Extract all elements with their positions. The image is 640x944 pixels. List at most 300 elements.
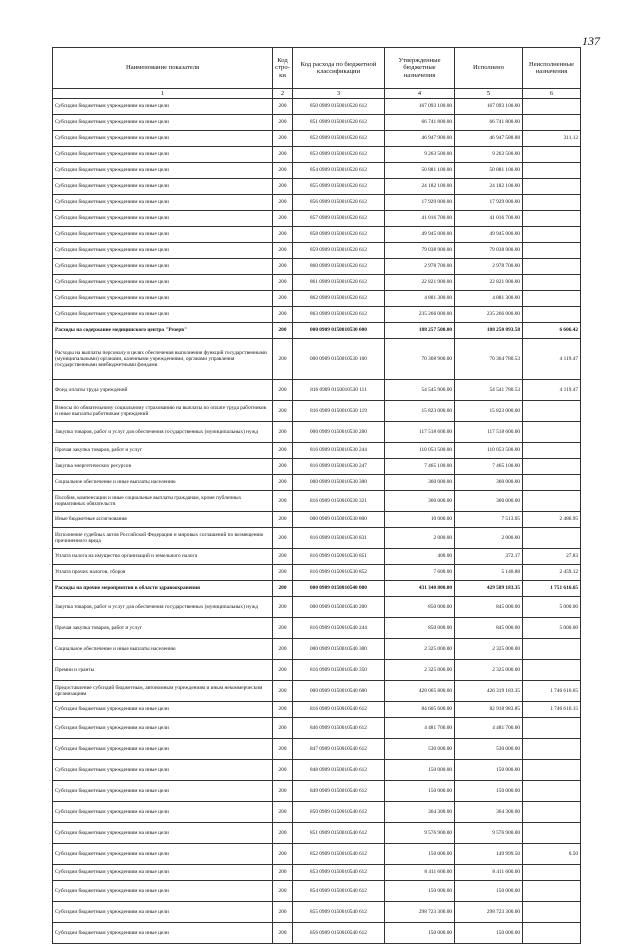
row-approved-cell: 15 823 000.00 [385, 401, 455, 422]
row-name-cell: Субсидии бюджетным учреждениям на иные цели [53, 781, 273, 802]
row-code-cell: 852 0909 0150010520 612 [293, 131, 385, 147]
table-row [53, 275, 581, 291]
row-approved-cell: 54 545 900.00 [385, 380, 455, 401]
row-executed-cell: 360 000.00 [455, 491, 523, 512]
row-code-cell: 816 0909 0150010530 851 [293, 549, 385, 565]
row-approved-cell: 4 481 700.00 [385, 718, 455, 739]
column-number: 3 [293, 89, 385, 99]
row-executed-cell: 82 918 983.85 [455, 702, 523, 718]
row-code-cell: 000 0909 0150010540 200 [293, 597, 385, 618]
table-row [53, 639, 581, 660]
column-number-row [53, 89, 581, 99]
row-executed-cell: 298 723 300.00 [455, 902, 523, 923]
row-executed-cell: 46 947 588.88 [455, 131, 523, 147]
row-name-cell: Субсидии бюджетным учреждениям на иные цели [53, 211, 273, 227]
table-row [53, 401, 581, 422]
row-line-cell: 200 [273, 401, 293, 422]
row-remaining-cell: 6 606.42 [523, 323, 581, 339]
row-line-cell: 200 [273, 760, 293, 781]
table-row [53, 660, 581, 681]
row-executed-cell: 117 518 600.00 [455, 422, 523, 443]
table-body [53, 99, 581, 944]
row-code-cell: 848 0909 0150010540 612 [293, 760, 385, 781]
row-name-cell: Субсидии бюджетным учреждениям на иные цели [53, 147, 273, 163]
row-code-cell: 816 0909 0150010530 852 [293, 565, 385, 581]
row-executed-cell: 2 325 000.00 [455, 660, 523, 681]
row-approved-cell: 70 368 900.00 [385, 339, 455, 380]
row-line-cell: 200 [273, 163, 293, 179]
row-line-cell: 200 [273, 179, 293, 195]
table-row [53, 739, 581, 760]
table-row [53, 528, 581, 549]
row-line-cell: 200 [273, 902, 293, 923]
budget-execution-table [52, 47, 581, 944]
row-remaining-cell: 1 751 616.65 [523, 581, 581, 597]
row-name-cell: Субсидии бюджетным учреждениям на иные цели [53, 923, 273, 944]
row-approved-cell: 2 000.00 [385, 528, 455, 549]
row-code-cell: 856 0909 0150010540 612 [293, 923, 385, 944]
row-executed-cell: 530 000.00 [455, 739, 523, 760]
row-name-cell: Предоставление субсидий бюджетным, автономным учреждениям и иным некоммерческим организациям [53, 681, 273, 702]
row-executed-cell: 845 000.00 [455, 618, 523, 639]
row-name-cell: Расходы на выплаты персоналу в целях обеспечения выполнения функций государственными (муниципальными) органами, казенными учреждениями, органами управления государственными внебюджетными фондами [53, 339, 273, 380]
row-remaining-cell [523, 923, 581, 944]
row-name-cell: Субсидии бюджетным учреждениям на иные цели [53, 259, 273, 275]
row-line-cell: 200 [273, 565, 293, 581]
column-number: 2 [273, 89, 293, 99]
row-remaining-cell [523, 528, 581, 549]
table-row [53, 339, 581, 380]
row-line-cell: 200 [273, 844, 293, 865]
row-line-cell: 200 [273, 681, 293, 702]
row-line-cell: 200 [273, 443, 293, 459]
row-approved-cell: 24 182 100.00 [385, 179, 455, 195]
table-row [53, 422, 581, 443]
row-remaining-cell: 311.12 [523, 131, 581, 147]
row-line-cell: 200 [273, 243, 293, 259]
row-code-cell: 853 0909 0150010520 612 [293, 147, 385, 163]
header-remaining: Неисполненные назначения [523, 48, 581, 89]
row-remaining-cell: 5 000.00 [523, 597, 581, 618]
row-approved-cell: 150 000.00 [385, 781, 455, 802]
row-remaining-cell [523, 760, 581, 781]
table-row [53, 760, 581, 781]
table-row [53, 618, 581, 639]
row-remaining-cell [523, 781, 581, 802]
row-line-cell: 200 [273, 718, 293, 739]
row-executed-cell: 110 053 500.00 [455, 443, 523, 459]
row-approved-cell: 22 821 900.00 [385, 275, 455, 291]
row-executed-cell: 7 465 100.00 [455, 459, 523, 475]
row-code-cell: 000 0909 0150010530 800 [293, 512, 385, 528]
row-remaining-cell [523, 99, 581, 115]
row-line-cell: 200 [273, 422, 293, 443]
row-name-cell: Иные бюджетные ассигнования [53, 512, 273, 528]
row-name-cell: Субсидии бюджетным учреждениям на иные цели [53, 195, 273, 211]
row-executed-cell: 41 016 700.00 [455, 211, 523, 227]
header-line-code: Код стро-ки [273, 48, 293, 89]
row-line-cell: 200 [273, 211, 293, 227]
row-remaining-cell [523, 179, 581, 195]
row-code-cell: 851 0909 0150010540 612 [293, 823, 385, 844]
row-executed-cell: 150 000.00 [455, 881, 523, 902]
row-approved-cell: 8 411 600.00 [385, 865, 455, 881]
row-code-cell: 000 0909 0150010530 000 [293, 323, 385, 339]
row-approved-cell: 150 000.00 [385, 881, 455, 902]
row-approved-cell: 49 945 000.00 [385, 227, 455, 243]
row-approved-cell: 2 325 000.00 [385, 660, 455, 681]
row-code-cell: 816 0909 0150010540 612 [293, 702, 385, 718]
row-remaining-cell [523, 422, 581, 443]
table-row [53, 512, 581, 528]
row-code-cell: 855 0909 0150010520 612 [293, 179, 385, 195]
row-code-cell: 000 0909 0150010530 300 [293, 475, 385, 491]
row-executed-cell: 150 000.00 [455, 781, 523, 802]
row-code-cell: 856 0909 0150010520 612 [293, 195, 385, 211]
row-approved-cell: 850 000.00 [385, 597, 455, 618]
row-remaining-cell [523, 115, 581, 131]
row-executed-cell: 150 000.00 [455, 760, 523, 781]
row-line-cell: 200 [273, 115, 293, 131]
row-line-cell: 200 [273, 802, 293, 823]
row-code-cell: 816 0909 0150010530 321 [293, 491, 385, 512]
row-name-cell: Взносы по обязательному социальному страхованию на выплаты по оплате труда работников и иные выплаты работникам учреждений [53, 401, 273, 422]
table-row [53, 147, 581, 163]
row-approved-cell: 7 600.00 [385, 565, 455, 581]
row-name-cell: Закупка товаров, работ и услуг для обеспечения государственных (муниципальных) нужд [53, 597, 273, 618]
row-remaining-cell [523, 243, 581, 259]
row-line-cell: 200 [273, 475, 293, 491]
row-approved-cell: 235 266 000.00 [385, 307, 455, 323]
row-executed-cell: 24 182 100.00 [455, 179, 523, 195]
row-remaining-cell [523, 401, 581, 422]
header-indicator-name: Наименование показателя [53, 48, 273, 89]
row-name-cell: Прочая закупка товаров, работ и услуг [53, 618, 273, 639]
row-name-cell: Расходы на прочие мероприятия в области здравоохранения [53, 581, 273, 597]
row-executed-cell: 429 589 183.35 [455, 581, 523, 597]
table-row [53, 179, 581, 195]
row-code-cell: 863 0909 0150010520 612 [293, 307, 385, 323]
header-executed: Исполнено [455, 48, 523, 89]
table-row [53, 681, 581, 702]
row-executed-cell: 235 266 000.00 [455, 307, 523, 323]
row-executed-cell: 2 978 700.00 [455, 259, 523, 275]
row-remaining-cell: 5 000.00 [523, 618, 581, 639]
row-executed-cell: 54 541 780.53 [455, 380, 523, 401]
row-executed-cell: 845 000.00 [455, 597, 523, 618]
row-name-cell: Субсидии бюджетным учреждениям на иные цели [53, 291, 273, 307]
table-row [53, 115, 581, 131]
row-remaining-cell [523, 211, 581, 227]
row-remaining-cell [523, 259, 581, 275]
row-name-cell: Субсидии бюджетным учреждениям на иные цели [53, 844, 273, 865]
row-line-cell: 200 [273, 380, 293, 401]
row-remaining-cell: 2 459.12 [523, 565, 581, 581]
row-name-cell: Субсидии бюджетным учреждениям на иные цели [53, 702, 273, 718]
row-approved-cell: 428 065 800.00 [385, 681, 455, 702]
row-line-cell: 200 [273, 275, 293, 291]
row-remaining-cell [523, 718, 581, 739]
row-name-cell: Субсидии бюджетным учреждениям на иные цели [53, 865, 273, 881]
row-line-cell: 200 [273, 865, 293, 881]
row-line-cell: 200 [273, 823, 293, 844]
row-executed-cell: 364 300.00 [455, 802, 523, 823]
row-executed-cell: 17 929 000.00 [455, 195, 523, 211]
row-line-cell: 200 [273, 147, 293, 163]
table-row [53, 823, 581, 844]
row-name-cell: Премии и гранты [53, 660, 273, 681]
row-line-cell: 200 [273, 227, 293, 243]
row-executed-cell: 149 999.50 [455, 844, 523, 865]
row-line-cell: 200 [273, 597, 293, 618]
row-name-cell: Субсидии бюджетным учреждениям на иные цели [53, 718, 273, 739]
row-executed-cell: 50 881 100.00 [455, 163, 523, 179]
row-line-cell: 200 [273, 660, 293, 681]
row-executed-cell: 9 576 900.00 [455, 823, 523, 844]
table-row [53, 718, 581, 739]
row-remaining-cell [523, 739, 581, 760]
page-number: 137 [582, 34, 600, 48]
row-code-cell: 859 0909 0150010520 612 [293, 243, 385, 259]
row-approved-cell: 167 093 100.00 [385, 99, 455, 115]
row-line-cell: 200 [273, 323, 293, 339]
row-code-cell: 816 0909 0150010530 119 [293, 401, 385, 422]
row-code-cell: 846 0909 0150010540 612 [293, 718, 385, 739]
row-approved-cell: 150 000.00 [385, 923, 455, 944]
row-line-cell: 200 [273, 491, 293, 512]
row-executed-cell: 188 250 893.58 [455, 323, 523, 339]
row-code-cell: 816 0909 0150010540 350 [293, 660, 385, 681]
row-code-cell: 857 0909 0150010520 612 [293, 211, 385, 227]
row-code-cell: 000 0909 0150010530 100 [293, 339, 385, 380]
row-approved-cell: 41 016 700.00 [385, 211, 455, 227]
row-line-cell: 200 [273, 528, 293, 549]
row-remaining-cell [523, 443, 581, 459]
row-approved-cell: 66 741 800.00 [385, 115, 455, 131]
table-row [53, 881, 581, 902]
row-code-cell: 862 0909 0150010520 612 [293, 291, 385, 307]
row-line-cell: 200 [273, 291, 293, 307]
row-name-cell: Субсидии бюджетным учреждениям на иные цели [53, 760, 273, 781]
row-code-cell: 860 0909 0150010520 612 [293, 259, 385, 275]
row-approved-cell: 150 000.00 [385, 844, 455, 865]
table-row [53, 844, 581, 865]
row-approved-cell: 530 000.00 [385, 739, 455, 760]
row-approved-cell: 10 000.00 [385, 512, 455, 528]
row-name-cell: Исполнение судебных актов Российской Федерации и мировых соглашений по возмещению причиненного вреда [53, 528, 273, 549]
row-remaining-cell [523, 660, 581, 681]
row-remaining-cell [523, 475, 581, 491]
row-line-cell: 200 [273, 459, 293, 475]
row-name-cell: Субсидии бюджетным учреждениям на иные цели [53, 163, 273, 179]
header-approved: Утвержденные бюджетные назначения [385, 48, 455, 89]
row-line-cell: 200 [273, 923, 293, 944]
table-row [53, 291, 581, 307]
row-remaining-cell [523, 823, 581, 844]
row-line-cell: 200 [273, 549, 293, 565]
row-executed-cell: 9 263 500.00 [455, 147, 523, 163]
column-number: 1 [53, 89, 273, 99]
row-executed-cell: 167 093 100.00 [455, 99, 523, 115]
row-approved-cell: 50 881 100.00 [385, 163, 455, 179]
row-code-cell: 816 0909 0150010530 111 [293, 380, 385, 401]
row-approved-cell: 46 947 900.00 [385, 131, 455, 147]
row-code-cell: 852 0909 0150010540 612 [293, 844, 385, 865]
table-row [53, 802, 581, 823]
row-line-cell: 200 [273, 131, 293, 147]
table-row [53, 163, 581, 179]
table-row [53, 702, 581, 718]
row-code-cell: 849 0909 0150010540 612 [293, 781, 385, 802]
column-number: 4 [385, 89, 455, 99]
row-approved-cell: 84 605 600.00 [385, 702, 455, 718]
row-line-cell: 200 [273, 259, 293, 275]
row-code-cell: 858 0909 0150010520 612 [293, 227, 385, 243]
row-name-cell: Уплата налога на имущество организаций и земельного налога [53, 549, 273, 565]
table-row [53, 380, 581, 401]
row-executed-cell: 2 000.00 [455, 528, 523, 549]
row-executed-cell: 7 513.05 [455, 512, 523, 528]
row-remaining-cell: 1 746 616.15 [523, 702, 581, 718]
row-name-cell: Субсидии бюджетным учреждениям на иные цели [53, 881, 273, 902]
row-line-cell: 200 [273, 339, 293, 380]
column-number: 5 [455, 89, 523, 99]
row-name-cell: Социальное обеспечение и иные выплаты населению [53, 475, 273, 491]
row-approved-cell: 9 576 900.00 [385, 823, 455, 844]
row-executed-cell: 372.17 [455, 549, 523, 565]
row-executed-cell: 4 481 700.00 [455, 718, 523, 739]
row-executed-cell: 66 741 800.00 [455, 115, 523, 131]
table-header-row [53, 48, 581, 89]
row-remaining-cell [523, 459, 581, 475]
row-name-cell: Субсидии бюджетным учреждениям на иные цели [53, 115, 273, 131]
row-remaining-cell [523, 291, 581, 307]
table-row [53, 923, 581, 944]
table-row [53, 865, 581, 881]
row-code-cell: 000 0909 0150010540 000 [293, 581, 385, 597]
table-row [53, 211, 581, 227]
row-name-cell: Субсидии бюджетным учреждениям на иные цели [53, 131, 273, 147]
row-code-cell: 854 0909 0150010540 612 [293, 881, 385, 902]
row-line-cell: 200 [273, 781, 293, 802]
row-line-cell: 200 [273, 99, 293, 115]
row-name-cell: Субсидии бюджетным учреждениям на иные цели [53, 275, 273, 291]
table-row [53, 549, 581, 565]
row-code-cell: 861 0909 0150010520 612 [293, 275, 385, 291]
row-approved-cell: 360 000.00 [385, 475, 455, 491]
row-executed-cell: 49 945 000.00 [455, 227, 523, 243]
row-code-cell: 853 0909 0150010540 612 [293, 865, 385, 881]
row-approved-cell: 2 325 000.00 [385, 639, 455, 660]
row-code-cell: 000 0909 0150010530 200 [293, 422, 385, 443]
table-row [53, 597, 581, 618]
column-number: 6 [523, 89, 581, 99]
row-line-cell: 200 [273, 581, 293, 597]
row-code-cell: 000 0909 0150010540 600 [293, 681, 385, 702]
row-remaining-cell: 4 119.47 [523, 339, 581, 380]
row-remaining-cell: 2 486.95 [523, 512, 581, 528]
row-name-cell: Субсидии бюджетным учреждениям на иные цели [53, 823, 273, 844]
row-remaining-cell [523, 865, 581, 881]
row-remaining-cell [523, 307, 581, 323]
row-name-cell: Субсидии бюджетным учреждениям на иные цели [53, 739, 273, 760]
table-row [53, 243, 581, 259]
row-code-cell: 854 0909 0150010520 612 [293, 163, 385, 179]
row-approved-cell: 79 038 900.00 [385, 243, 455, 259]
row-approved-cell: 360 000.00 [385, 491, 455, 512]
row-approved-cell: 400.00 [385, 549, 455, 565]
row-approved-cell: 4 881 300.00 [385, 291, 455, 307]
row-line-cell: 200 [273, 512, 293, 528]
row-executed-cell: 22 821 900.00 [455, 275, 523, 291]
row-name-cell: Уплата прочих налогов, сборов [53, 565, 273, 581]
row-code-cell: 850 0909 0150010520 612 [293, 99, 385, 115]
row-code-cell: 000 0909 0150010540 300 [293, 639, 385, 660]
row-name-cell: Субсидии бюджетным учреждениям на иные цели [53, 902, 273, 923]
row-executed-cell: 70 364 780.53 [455, 339, 523, 380]
table-row [53, 323, 581, 339]
table-row [53, 259, 581, 275]
row-approved-cell: 150 000.00 [385, 760, 455, 781]
row-line-cell: 200 [273, 739, 293, 760]
row-line-cell: 200 [273, 881, 293, 902]
row-code-cell: 855 0909 0150010540 612 [293, 902, 385, 923]
row-remaining-cell: 0.50 [523, 844, 581, 865]
row-remaining-cell [523, 163, 581, 179]
table-row [53, 131, 581, 147]
row-name-cell: Субсидии бюджетным учреждениям на иные цели [53, 307, 273, 323]
row-name-cell: Субсидии бюджетным учреждениям на иные цели [53, 243, 273, 259]
row-code-cell: 816 0909 0150010530 247 [293, 459, 385, 475]
row-name-cell: Субсидии бюджетным учреждениям на иные цели [53, 802, 273, 823]
table-row [53, 491, 581, 512]
table-row [53, 475, 581, 491]
row-approved-cell: 9 263 500.00 [385, 147, 455, 163]
row-code-cell: 816 0909 0150010530 244 [293, 443, 385, 459]
row-executed-cell: 79 038 900.00 [455, 243, 523, 259]
row-approved-cell: 188 257 500.00 [385, 323, 455, 339]
row-remaining-cell [523, 195, 581, 211]
row-remaining-cell: 27.83 [523, 549, 581, 565]
table-row [53, 307, 581, 323]
row-remaining-cell [523, 802, 581, 823]
row-executed-cell: 426 319 183.35 [455, 681, 523, 702]
row-executed-cell: 2 325 000.00 [455, 639, 523, 660]
row-code-cell: 816 0909 0150010530 831 [293, 528, 385, 549]
row-name-cell: Пособия, компенсации и иные социальные выплаты гражданам, кроме публичных нормативных обязательств [53, 491, 273, 512]
header-expense-code: Код расхода по бюджетной классификации [293, 48, 385, 89]
row-executed-cell: 15 823 000.00 [455, 401, 523, 422]
row-remaining-cell: 4 119.47 [523, 380, 581, 401]
row-line-cell: 200 [273, 618, 293, 639]
row-name-cell: Субсидии бюджетным учреждениям на иные цели [53, 99, 273, 115]
row-executed-cell: 5 140.88 [455, 565, 523, 581]
table-row [53, 781, 581, 802]
row-remaining-cell [523, 491, 581, 512]
row-code-cell: 816 0909 0150010540 244 [293, 618, 385, 639]
row-line-cell: 200 [273, 702, 293, 718]
row-approved-cell: 110 053 500.00 [385, 443, 455, 459]
row-name-cell: Субсидии бюджетным учреждениям на иные цели [53, 179, 273, 195]
row-remaining-cell [523, 881, 581, 902]
row-approved-cell: 17 929 000.00 [385, 195, 455, 211]
row-remaining-cell [523, 639, 581, 660]
table-row [53, 99, 581, 115]
row-code-cell: 847 0909 0150010540 612 [293, 739, 385, 760]
row-remaining-cell: 1 746 616.65 [523, 681, 581, 702]
table-row [53, 459, 581, 475]
row-line-cell: 200 [273, 195, 293, 211]
